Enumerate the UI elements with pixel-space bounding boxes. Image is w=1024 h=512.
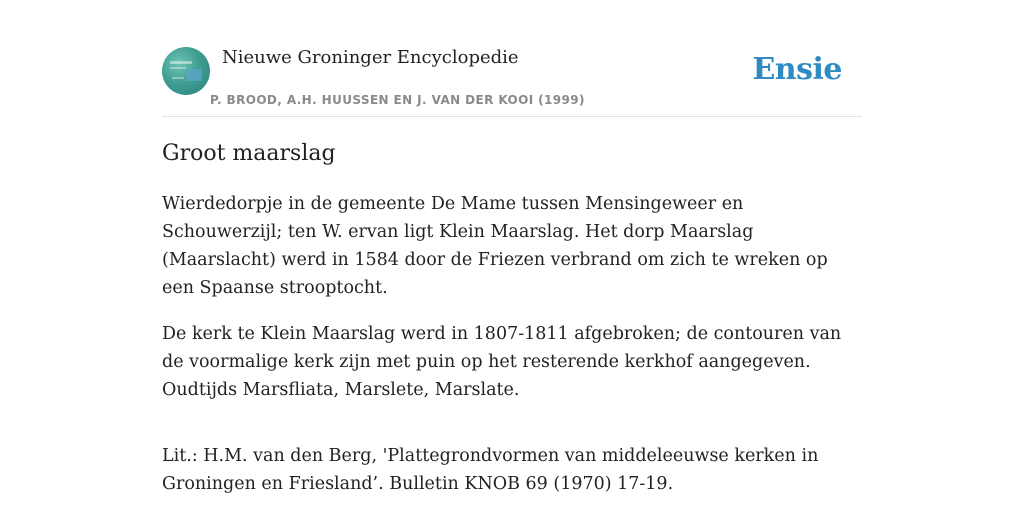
book-cover-icon[interactable] [162, 47, 210, 95]
source-header [162, 46, 862, 117]
book-authors: P. BROOD, A.H. HUUSSEN EN J. VAN DER KOOI (1999) [210, 93, 585, 107]
article-paragraph: De kerk te Klein Maarslag werd in 1807-1811 afgebroken; de contouren van de voormalige kerk zijn met puin op het resterende kerkhof aangegeven. Oudtijds Marsfliata, Marslete, Marslate. [162, 324, 842, 400]
article-title: Groot maarslag [162, 141, 336, 166]
book-title[interactable]: Nieuwe Groninger Encyclopedie [222, 47, 519, 68]
ensie-logo-link[interactable]: Ensie [752, 52, 842, 87]
literature-reference: Lit.: H.M. van den Berg, 'Plattegrondvormen van middeleeuwse kerken in Groningen en Friesland’. Bulletin KNOB 69 (1970) 17-19. [162, 446, 819, 494]
article-paragraph: Wierdedorpje in de gemeente De Mame tussen Mensingeweer en Schouwerzijl; ten W. ervan ligt Klein Maarslag. Het dorp Maarslag (Maarslacht) werd in 1584 door de Friezen verbrand om zich te wreken op een Spaanse strooptocht. [162, 194, 828, 298]
article [162, 138, 862, 512]
